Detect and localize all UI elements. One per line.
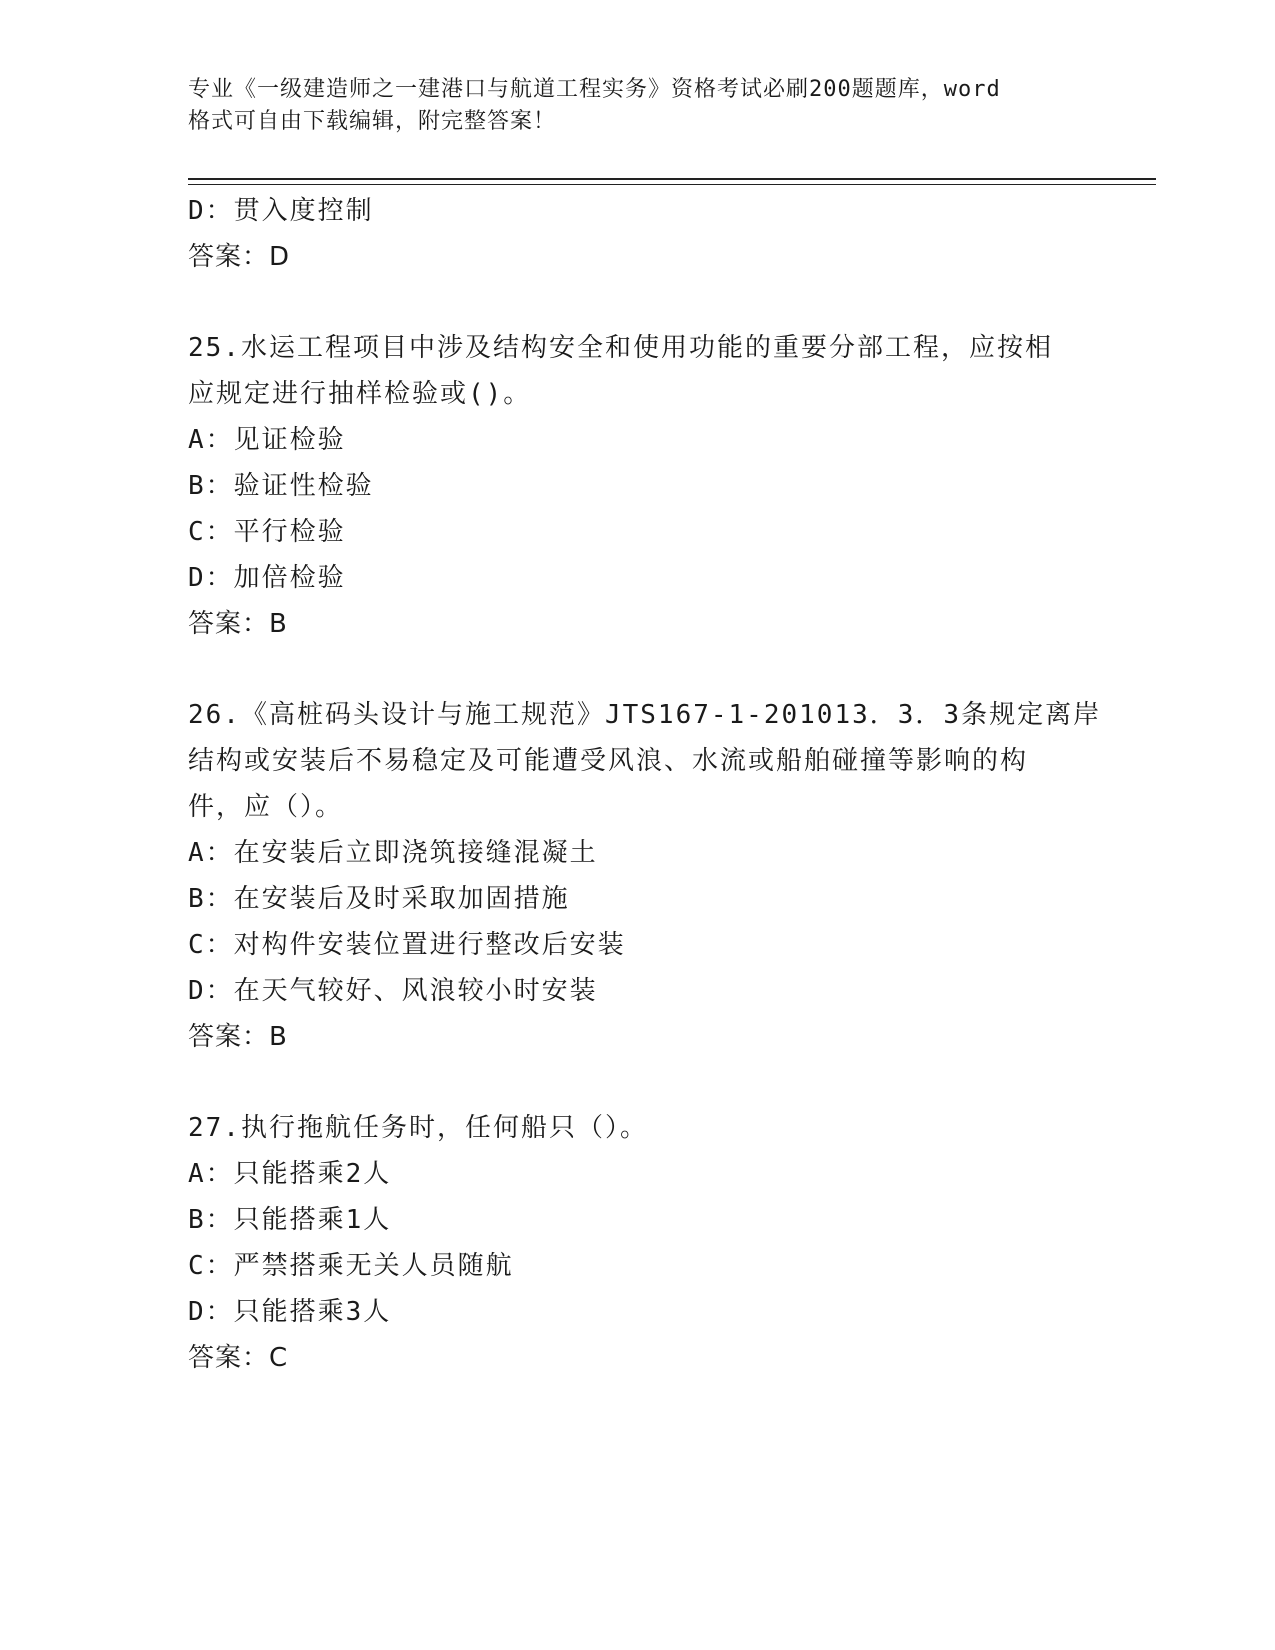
question-text-line: 27.执行拖航任务时，任何船只（）。: [188, 1113, 648, 1143]
question-text-line: 26.《高桩码头设计与施工规范》JTS167-1-201013．3．3条规定离岸: [188, 700, 1102, 730]
header-divider-thick: [188, 178, 1156, 180]
header-line-1: 专业《一级建造师之一建港口与航道工程实务》资格考试必刷200题题库，word: [188, 77, 1001, 102]
question-text-line: 件，应（）。: [188, 792, 344, 822]
option-d: D：加倍检验: [188, 563, 346, 593]
option-a: A：见证检验: [188, 425, 346, 455]
question-25: [188, 325, 1088, 647]
option-d: D：在天气较好、风浪较小时安装: [188, 976, 598, 1006]
question-27: [188, 1105, 1088, 1381]
document-header: [188, 74, 1088, 138]
option-b: B：验证性检验: [188, 471, 374, 501]
answer-line: 答案：D: [188, 242, 291, 272]
question-26: [188, 692, 1102, 1060]
answer-line: 答案：C: [188, 1343, 289, 1373]
option-c: C：严禁搭乘无关人员随航: [188, 1251, 514, 1281]
question-text-line: 结构或安装后不易稳定及可能遭受风浪、水流或船舶碰撞等影响的构: [188, 746, 1029, 776]
header-line-2: 格式可自由下载编辑，附完整答案！: [188, 109, 557, 134]
answer-line: 答案：B: [188, 1022, 288, 1052]
option-d: D：贯入度控制: [188, 196, 374, 226]
option-b: B：只能搭乘1人: [188, 1205, 392, 1235]
header-divider-thin: [188, 184, 1156, 185]
question-content: [188, 188, 1102, 1381]
option-a: A：在安装后立即浇筑接缝混凝土: [188, 838, 598, 868]
option-a: A：只能搭乘2人: [188, 1159, 392, 1189]
answer-line: 答案：B: [188, 609, 288, 639]
option-c: C：平行检验: [188, 517, 346, 547]
question-text-line: 25.水运工程项目中涉及结构安全和使用功能的重要分部工程，应按相: [188, 333, 1053, 363]
option-c: C：对构件安装位置进行整改后安装: [188, 930, 626, 960]
option-d: D：只能搭乘3人: [188, 1297, 392, 1327]
previous-question-tail: [188, 188, 1088, 280]
question-text-line: 应规定进行抽样检验或()。: [188, 379, 532, 409]
option-b: B：在安装后及时采取加固措施: [188, 884, 570, 914]
